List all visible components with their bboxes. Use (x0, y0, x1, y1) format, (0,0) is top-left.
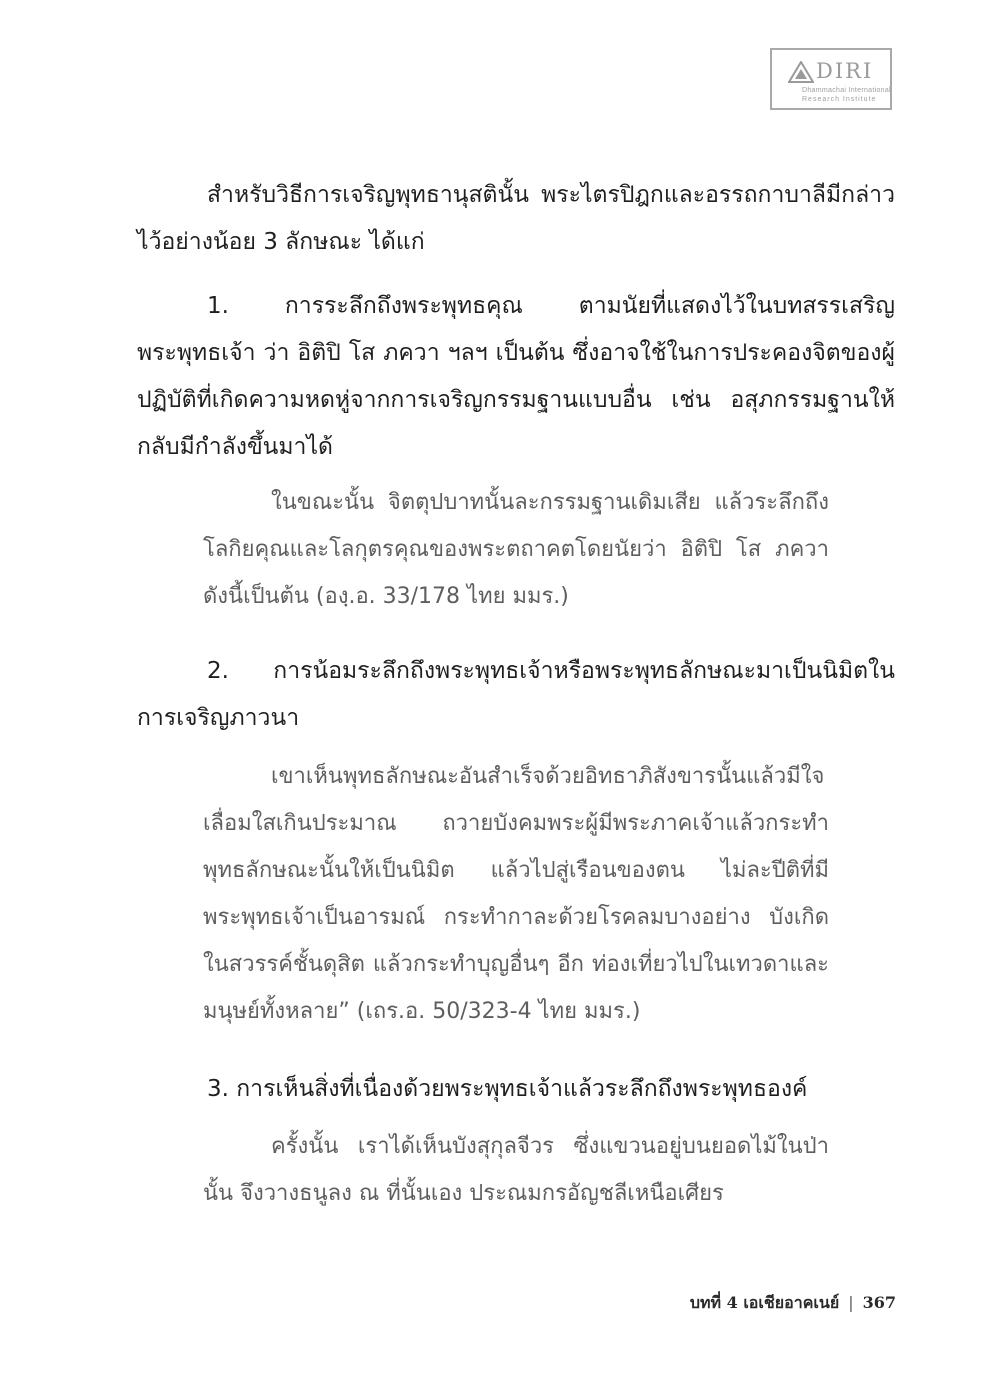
triangle-emblem-icon (788, 61, 814, 83)
page-footer (690, 1291, 896, 1316)
quote-1: ในขณะนั้น จิตตุปบาทนั้นละกรรมฐานเดิมเสีย แล้วระลึกถึงโลกิยคุณและโลกุตรคุณของพระตถาคตโดยนัยว่า อิติปิ โส ภควา ดังนี้เป็นต้น (องฺ.อ. 33/178 ไทย มมร.) (203, 490, 829, 609)
logo-subtitle-line2: Research Institute (802, 96, 877, 103)
quote-3: ครั้งนั้น เราได้เห็นบังสุกุลจีวร ซึ่งแขวนอยู่บนยอดไม้ในป่านั้น จึงวางธนูลง ณ ที่นั้นเอง ประณมกรอัญชลีเหนือเศียร (203, 1134, 829, 1206)
logo-title: DIRI (816, 59, 874, 83)
item-1-paragraph: 1. การระลึกถึงพระพุทธคุณ ตามนัยที่แสดงไว้ในบทสรรเสริญพระพุทธเจ้า ว่า อิติปิ โส ภควา ฯลฯ เป็นต้น ซึ่งอาจใช้ในการประคองจิตของผู้ปฏิบัติที่เกิดความหดหู่จากการเจริญกรรมฐานแบบอื่น เช่น อสุภกรรมฐานให้กลับมีกำลังขึ้นมาได้ (137, 293, 895, 460)
diri-logo (770, 48, 892, 110)
footer-separator: | (848, 1293, 854, 1312)
item-2-paragraph: 2. การน้อมระลึกถึงพระพุทธเจ้าหรือพระพุทธลักษณะมาเป็นนิมิตในการเจริญภาวนา (137, 658, 895, 731)
item-3-paragraph: 3. การเห็นสิ่งที่เนื่องด้วยพระพุทธเจ้าแล้วระลึกถึงพระพุทธองค์ (207, 1076, 808, 1102)
chapter-title: บทที่ 4 เอเชียอาคเนย์ (689, 1293, 840, 1312)
page-number: 367 (862, 1293, 896, 1312)
intro-paragraph: สำหรับวิธีการเจริญพุทธานุสตินั้น พระไตรปิฎกและอรรถกาบาลีมีกล่าวไว้อย่างน้อย 3 ลักษณะ ได้แก่ (137, 182, 895, 255)
quote-2: เขาเห็นพุทธลักษณะอันสำเร็จด้วยอิทธาภิสังขารนั้นแล้วมีใจเลื่อมใสเกินประมาณ ถวายบังคมพระผู้มีพระภาคเจ้าแล้วกระทำพุทธลักษณะนั้นให้เป็นนิมิต แล้วไปสู่เรือนของตน ไม่ละปีติที่มีพระพุทธเจ้าเป็นอารมณ์ กระทำกาละด้วยโรคลมบางอย่าง บังเกิดในสวรรค์ชั้นดุสิต แล้วกระทำบุญอื่นๆ อีก ท่องเที่ยวไปในเทวดาและมนุษย์ทั้งหลาย” (เถร.อ. 50/323-4 ไทย มมร.) (203, 764, 829, 1024)
logo-subtitle-line1: Dhammachai International (802, 87, 891, 94)
